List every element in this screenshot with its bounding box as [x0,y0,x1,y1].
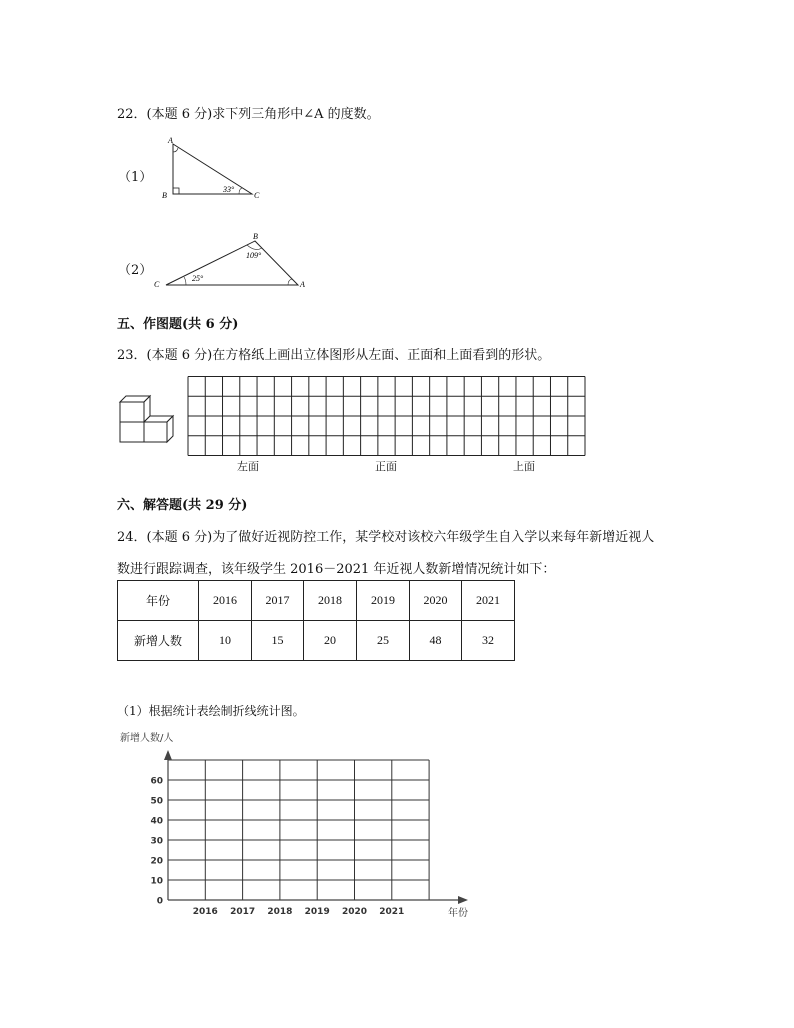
tri1-vertex-b: B [162,191,167,200]
q22-part2-label: （2） [118,263,153,278]
table-value-cell: 20 [304,621,357,661]
table-value-cell: 10 [199,621,252,661]
table-year-cell: 2017 [252,581,304,621]
q24-line-chart[interactable] [110,728,490,928]
table-value-cell: 15 [252,621,304,661]
table-year-cell: 2021 [462,581,515,621]
y-axis-arrow-icon [164,750,172,760]
q23-grid-paper[interactable] [188,376,586,456]
label-front-view: 正面 [375,460,397,473]
table-row [118,581,515,621]
chart-y-tick-label: 20 [150,856,163,867]
chart-y-tick-label: 50 [150,796,163,807]
tri1-vertex-c: C [254,191,260,200]
section-6-title: 六、解答题(共 29 分) [117,498,248,513]
q24-stem-line1: 24．(本题 6 分)为了做好近视防控工作，某学校对该校六年级学生自入学以来每年新增近视人 [117,530,655,545]
table-year-cell: 2016 [199,581,252,621]
cube-figure [115,390,175,450]
tri1-angle-c: 33° [223,185,235,194]
table-value-cell: 48 [410,621,462,661]
chart-x-tick-label: 2021 [379,907,405,917]
q22-stem: 22．(本题 6 分)求下列三角形中∠A 的度数。 [117,107,380,122]
chart-x-tick-label: 2020 [341,907,368,917]
tri2-vertex-a: A [300,280,305,289]
chart-y-tick-label: 10 [150,876,163,887]
x-axis-arrow-icon [458,896,468,904]
table-year-cell: 2018 [304,581,357,621]
section-5-title: 五、作图题(共 6 分) [117,317,239,332]
chart-y-tick-label: 60 [150,776,163,787]
table-year-cell: 2020 [410,581,462,621]
q23-stem: 23．(本题 6 分)在方格纸上画出立体图形从左面、正面和上面看到的形状。 [117,348,551,363]
table-row-label: 新增人数 [118,621,199,661]
tri1-vertex-a: A [168,136,173,145]
table-value-cell: 25 [357,621,410,661]
tri2-vertex-c: C [154,280,160,289]
table-header-label: 年份 [118,581,199,621]
table-value-cell: 32 [462,621,515,661]
q24-data-table [117,580,515,661]
chart-y-tick-label: 0 [156,896,163,907]
q24-stem-line2: 数进行跟踪调查，该年级学生 2016－2021 年近视人数新增情况统计如下： [117,562,556,577]
chart-x-axis-title: 年份 [448,908,468,919]
table-row [118,621,515,661]
q22-part1-label: （1） [118,170,153,185]
chart-x-tick-label: 2018 [267,907,293,917]
tri2-angle-b: 109° [246,251,262,260]
triangle-2 [150,230,310,290]
chart-x-tick-label: 2019 [304,907,330,917]
tri2-angle-c: 25° [192,274,204,283]
chart-y-axis-title: 新增人数/人 [120,733,174,744]
triangle-1 [160,136,270,202]
label-top-view: 上面 [513,460,535,473]
label-left-view: 左面 [237,460,259,473]
chart-x-tick-label: 2016 [192,907,218,917]
q24-part1: （1）根据统计表绘制折线统计图。 [117,704,305,718]
chart-y-tick-label: 30 [150,836,163,847]
tri2-vertex-b: B [253,232,258,241]
chart-x-tick-label: 2017 [230,907,256,917]
chart-y-tick-label: 40 [150,816,163,827]
table-year-cell: 2019 [357,581,410,621]
